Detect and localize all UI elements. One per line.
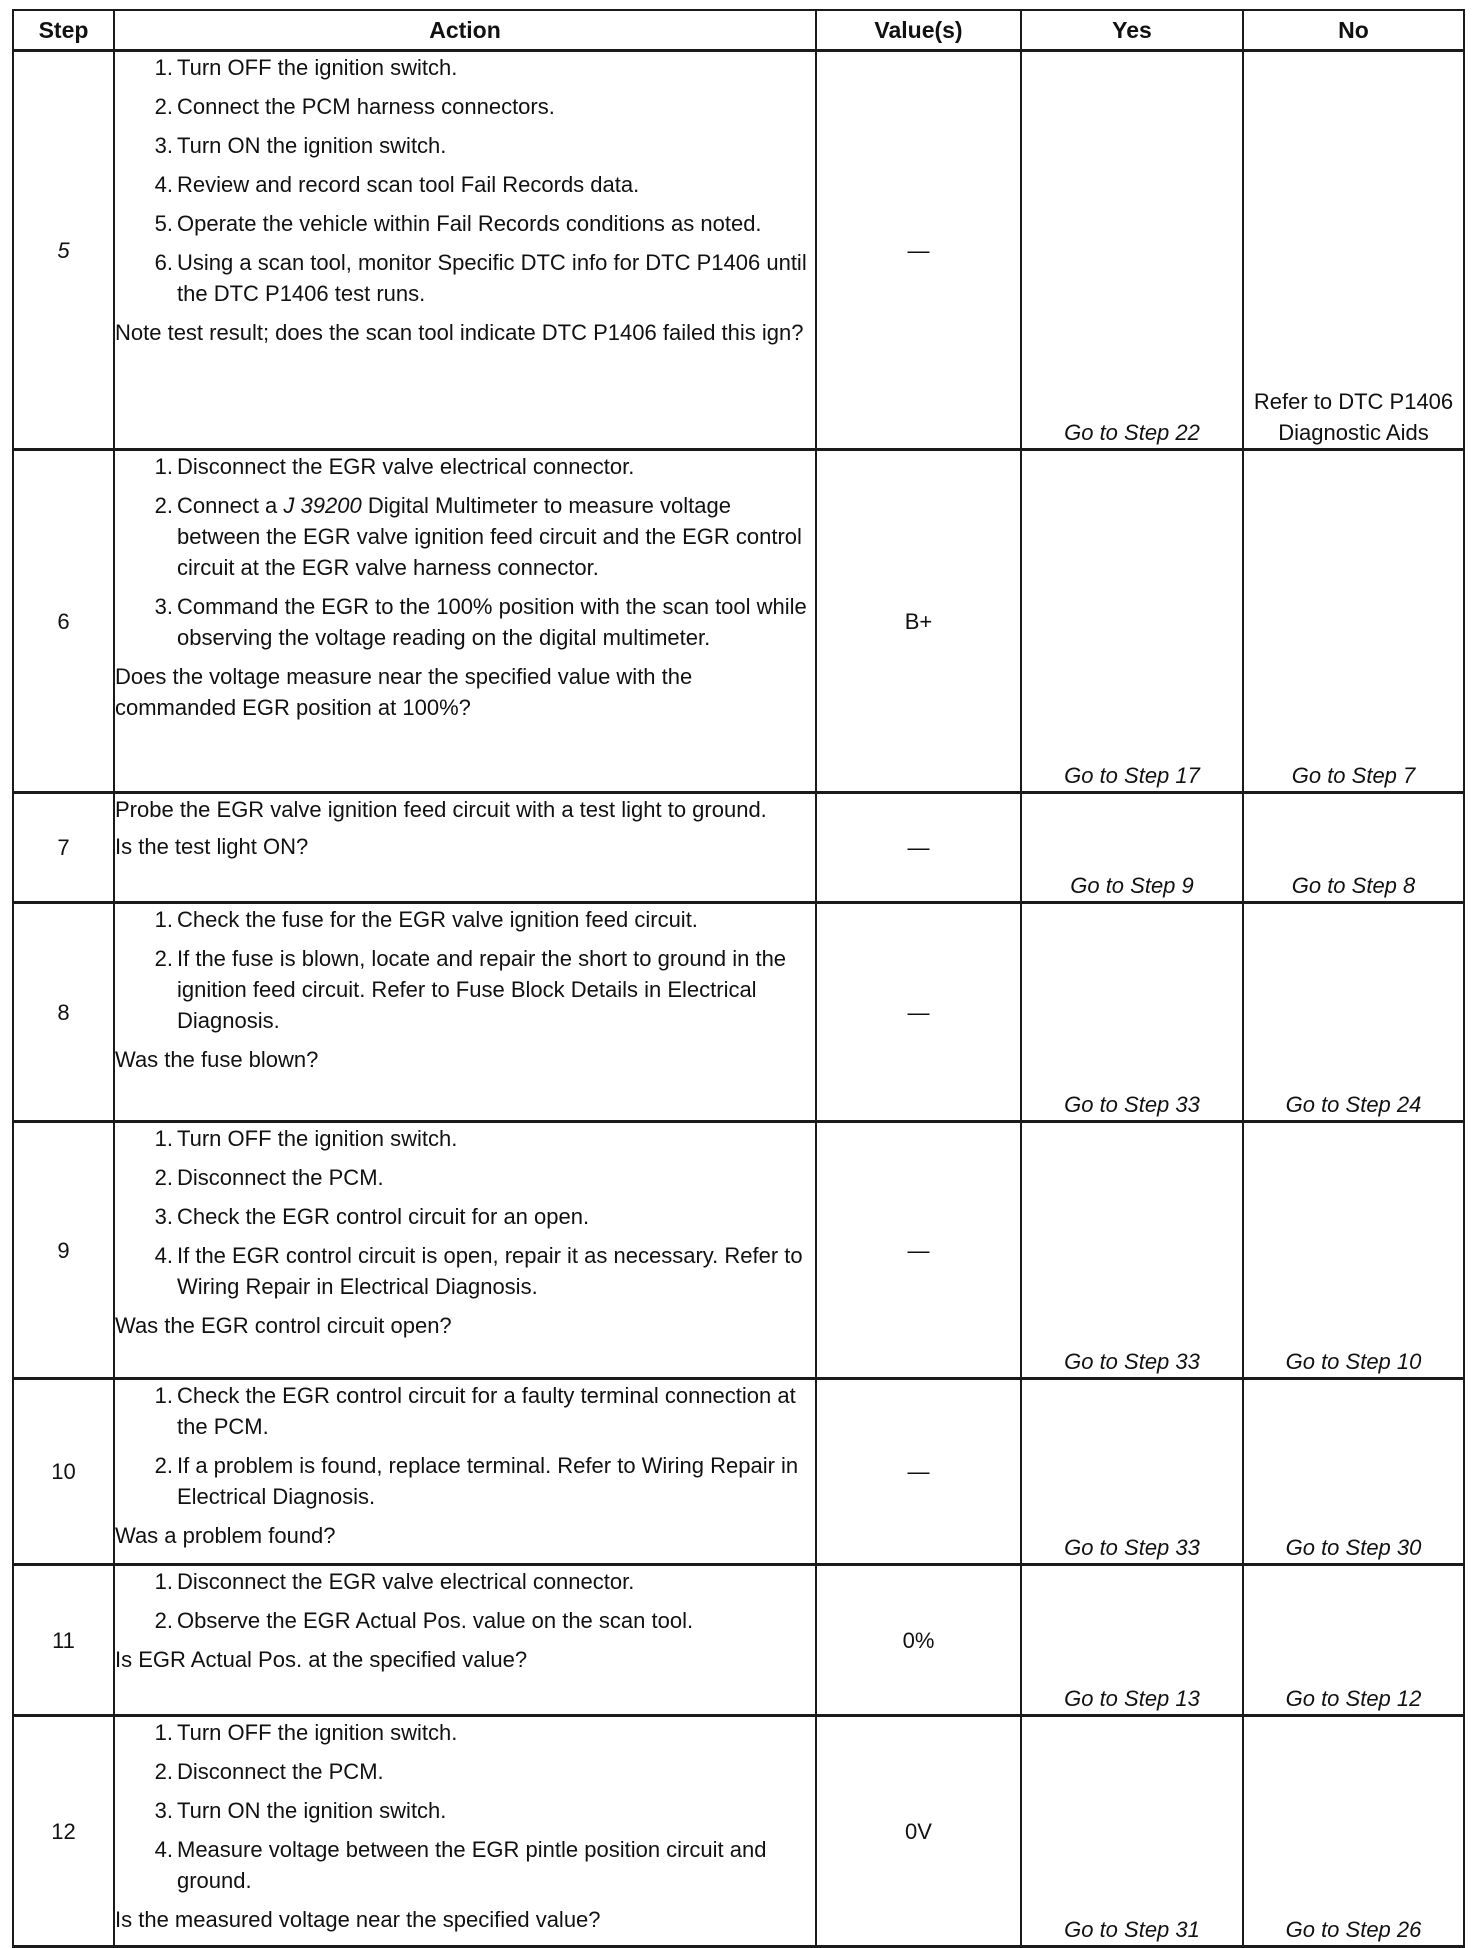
action-list <box>115 904 815 1036</box>
action-item <box>115 91 815 122</box>
action-cell <box>114 51 816 450</box>
action-item-text: Disconnect the EGR valve electrical connector. <box>177 1569 635 1594</box>
action-item-text: Digital Multimeter to measure voltage between the EGR valve ignition feed circuit and the EGR control circuit at the EGR valve harness connector. <box>177 493 802 580</box>
action-item <box>115 591 815 653</box>
action-item-number: 6. <box>154 250 173 275</box>
action-item-text: Disconnect the PCM. <box>177 1759 384 1784</box>
action-item-number: 1. <box>154 1720 173 1745</box>
header-step: Step <box>13 10 114 51</box>
action-item-text: Connect a <box>177 493 284 518</box>
action-item <box>115 451 815 482</box>
action-item <box>115 1756 815 1787</box>
action-question: Was a problem found? <box>115 1523 336 1548</box>
action-item-number: 1. <box>154 1383 173 1408</box>
action-question: Does the voltage measure near the specified value with the commanded EGR position at 100%? <box>115 664 693 720</box>
action-item <box>115 1380 815 1442</box>
action-item-number: 5. <box>154 211 173 236</box>
action-item-text: Operate the vehicle within Fail Records conditions as noted. <box>177 211 762 236</box>
step-number: 5 <box>13 51 114 450</box>
action-item-number: 1. <box>154 1126 173 1151</box>
no-cell: Go to Step 10 <box>1243 1122 1464 1379</box>
action-list <box>115 1717 815 1896</box>
yes-cell: Go to Step 33 <box>1021 1122 1243 1379</box>
action-cell <box>114 1379 816 1565</box>
action-question: Was the EGR control circuit open? <box>115 1313 452 1338</box>
value-cell: — <box>816 1379 1021 1565</box>
yes-cell: Go to Step 33 <box>1021 903 1243 1122</box>
action-item-text: Measure voltage between the EGR pintle position circuit and ground. <box>177 1837 767 1893</box>
action-cell <box>114 1122 816 1379</box>
action-item <box>115 1834 815 1896</box>
action-list <box>115 52 815 309</box>
action-item-number: 2. <box>154 94 173 119</box>
action-item-number: 2. <box>154 1608 173 1633</box>
no-cell: Go to Step 8 <box>1243 793 1464 903</box>
diagnostic-table-page <box>12 9 1463 1948</box>
action-item-text: If the EGR control circuit is open, repair it as necessary. Refer to Wiring Repair in Electrical Diagnosis. <box>177 1243 803 1299</box>
header-values: Value(s) <box>816 10 1021 51</box>
action-item-text: Review and record scan tool Fail Records data. <box>177 172 640 197</box>
header-yes: Yes <box>1021 10 1243 51</box>
action-list <box>115 1566 815 1636</box>
yes-cell: Go to Step 22 <box>1021 51 1243 450</box>
value-cell: — <box>816 1122 1021 1379</box>
diagnostic-table <box>12 9 1465 1948</box>
action-item <box>115 52 815 83</box>
table-row-step-7 <box>13 793 1464 903</box>
header-action: Action <box>114 10 816 51</box>
table-row-step-8 <box>13 903 1464 1122</box>
action-item-text: Turn ON the ignition switch. <box>177 133 447 158</box>
action-question: Note test result; does the scan tool indicate DTC P1406 failed this ign? <box>115 320 804 345</box>
action-item-number: 1. <box>154 907 173 932</box>
value-cell: — <box>816 793 1021 903</box>
action-item-text: Disconnect the PCM. <box>177 1165 384 1190</box>
action-item-number: 2. <box>154 946 173 971</box>
action-question: Is the test light ON? <box>115 834 309 859</box>
yes-cell: Go to Step 31 <box>1021 1716 1243 1947</box>
action-list <box>115 1123 815 1302</box>
action-item-text: Check the fuse for the EGR valve ignition feed circuit. <box>177 907 698 932</box>
action-item-number: 4. <box>154 172 173 197</box>
action-item-text: Using a scan tool, monitor Specific DTC info for DTC P1406 until the DTC P1406 test runs. <box>177 250 807 306</box>
action-instruction: Probe the EGR valve ignition feed circuit with a test light to ground. <box>115 797 767 822</box>
action-item-number: 2. <box>154 1453 173 1478</box>
no-cell: Go to Step 26 <box>1243 1716 1464 1947</box>
no-cell: Go to Step 24 <box>1243 903 1464 1122</box>
step-number: 9 <box>13 1122 114 1379</box>
action-item <box>115 490 815 583</box>
action-item-number: 1. <box>154 1569 173 1594</box>
action-item <box>115 1450 815 1512</box>
table-row-step-6 <box>13 450 1464 793</box>
value-cell: 0% <box>816 1565 1021 1716</box>
table-row-step-10 <box>13 1379 1464 1565</box>
action-item <box>115 1123 815 1154</box>
value-cell: 0V <box>816 1716 1021 1947</box>
action-item-number: 3. <box>154 594 173 619</box>
action-item-number: 2. <box>154 493 173 518</box>
yes-cell: Go to Step 33 <box>1021 1379 1243 1565</box>
action-item <box>115 1201 815 1232</box>
action-item <box>115 1717 815 1748</box>
action-item <box>115 169 815 200</box>
action-item-text: Check the EGR control circuit for a faulty terminal connection at the PCM. <box>177 1383 796 1439</box>
action-cell <box>114 450 816 793</box>
action-item-number: 3. <box>154 133 173 158</box>
action-item <box>115 943 815 1036</box>
action-item-text: Turn OFF the ignition switch. <box>177 1126 458 1151</box>
value-cell: — <box>816 903 1021 1122</box>
action-item-text: Turn OFF the ignition switch. <box>177 1720 458 1745</box>
action-item-text: Turn ON the ignition switch. <box>177 1798 447 1823</box>
action-item <box>115 904 815 935</box>
action-item-number: 2. <box>154 1759 173 1784</box>
tool-reference: J 39200 <box>283 493 362 518</box>
yes-cell: Go to Step 13 <box>1021 1565 1243 1716</box>
yes-cell: Go to Step 17 <box>1021 450 1243 793</box>
action-item-text: Command the EGR to the 100% position with the scan tool while observing the voltage reading on the digital multimeter. <box>177 594 807 650</box>
action-cell <box>114 1565 816 1716</box>
action-item-number: 4. <box>154 1243 173 1268</box>
header-row <box>13 10 1464 51</box>
yes-cell: Go to Step 9 <box>1021 793 1243 903</box>
no-cell: Go to Step 12 <box>1243 1565 1464 1716</box>
action-item <box>115 208 815 239</box>
action-item-text: Turn OFF the ignition switch. <box>177 55 458 80</box>
action-item <box>115 247 815 309</box>
action-item-text: Check the EGR control circuit for an open. <box>177 1204 590 1229</box>
no-cell: Refer to DTC P1406 Diagnostic Aids <box>1243 51 1464 450</box>
action-item <box>115 1566 815 1597</box>
value-cell: — <box>816 51 1021 450</box>
action-list <box>115 1380 815 1512</box>
table-row-step-11 <box>13 1565 1464 1716</box>
header-no: No <box>1243 10 1464 51</box>
no-cell: Go to Step 30 <box>1243 1379 1464 1565</box>
step-number: 7 <box>13 793 114 903</box>
table-row-step-12 <box>13 1716 1464 1947</box>
action-item <box>115 1605 815 1636</box>
action-item-text: Observe the EGR Actual Pos. value on the scan tool. <box>177 1608 694 1633</box>
action-item-number: 3. <box>154 1204 173 1229</box>
action-item-text: If the fuse is blown, locate and repair the short to ground in the ignition feed circuit. Refer to Fuse Block Details in Electrical Diagnosis. <box>177 946 787 1033</box>
action-list <box>115 451 815 653</box>
action-cell <box>114 1716 816 1947</box>
step-number: 6 <box>13 450 114 793</box>
action-item-number: 4. <box>154 1837 173 1862</box>
step-number: 11 <box>13 1565 114 1716</box>
action-item-text: Connect the PCM harness connectors. <box>177 94 555 119</box>
action-cell <box>114 793 816 903</box>
action-item <box>115 130 815 161</box>
action-item-number: 1. <box>154 55 173 80</box>
action-item-number: 2. <box>154 1165 173 1190</box>
action-item-number: 3. <box>154 1798 173 1823</box>
step-number: 10 <box>13 1379 114 1565</box>
action-item <box>115 1795 815 1826</box>
no-cell: Go to Step 7 <box>1243 450 1464 793</box>
value-cell: B+ <box>816 450 1021 793</box>
action-item-number: 1. <box>154 454 173 479</box>
action-question: Is EGR Actual Pos. at the specified value? <box>115 1647 528 1672</box>
table-row-step-5 <box>13 51 1464 450</box>
step-number: 12 <box>13 1716 114 1947</box>
action-item-text: Disconnect the EGR valve electrical connector. <box>177 454 635 479</box>
action-question: Was the fuse blown? <box>115 1047 319 1072</box>
action-item <box>115 1162 815 1193</box>
action-item <box>115 1240 815 1302</box>
step-number: 8 <box>13 903 114 1122</box>
action-item-text: If a problem is found, replace terminal. Refer to Wiring Repair in Electrical Diagnosis. <box>177 1453 799 1509</box>
action-question: Is the measured voltage near the specified value? <box>115 1907 601 1932</box>
table-row-step-9 <box>13 1122 1464 1379</box>
action-cell <box>114 903 816 1122</box>
